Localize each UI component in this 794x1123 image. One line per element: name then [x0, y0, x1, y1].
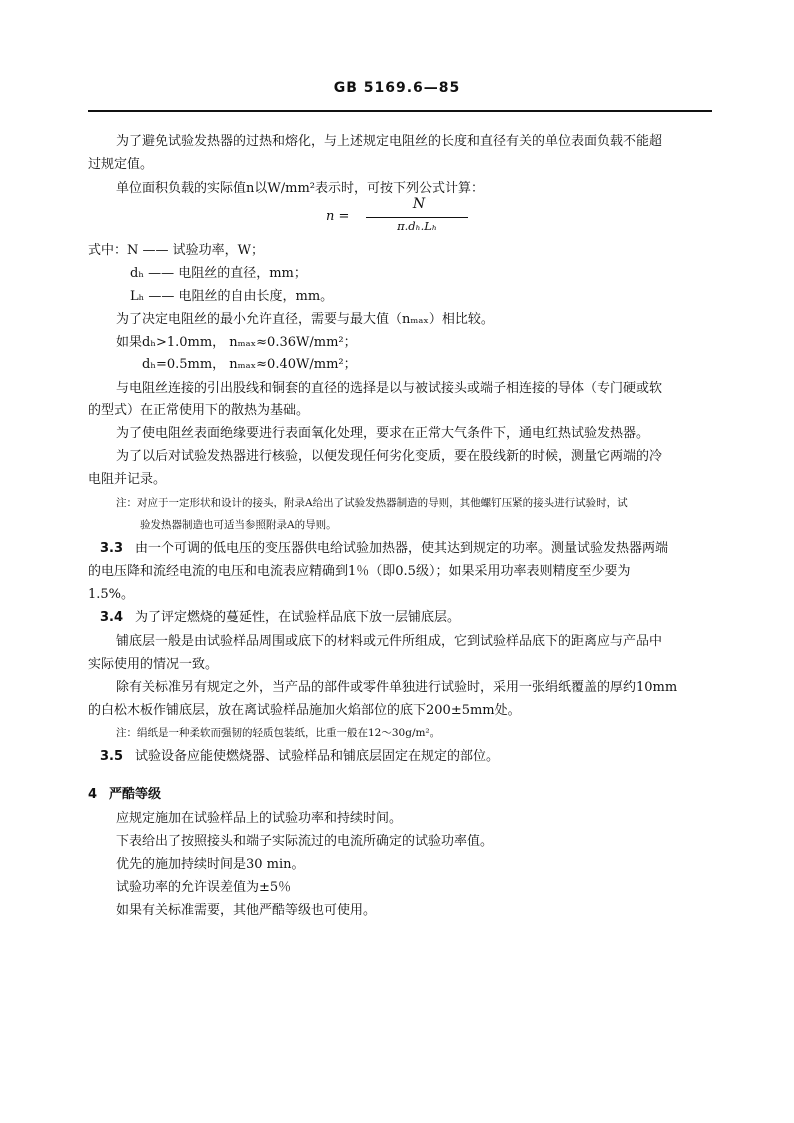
- section-number: 3.5: [100, 749, 124, 764]
- body-line: 如果dₕ>1.0mm， nₘₐₓ≈0.36W/mm²；: [116, 335, 357, 350]
- section-title: 严酷等级: [109, 787, 162, 802]
- body-text: 为了评定燃烧的蔓延性，在试验样品底下放一层铺底层。: [135, 610, 461, 625]
- body-line: 试验功率的允许误差值为±5％: [116, 880, 292, 895]
- clause-3-5: [100, 748, 499, 766]
- body-line: 单位面积负载的实际值n以W/mm²表示时，可按下列公式计算：: [116, 181, 484, 196]
- formula-denominator: π.dₕ.Lₕ: [397, 219, 437, 233]
- note-line: 注：绢纸是一种柔软而强韧的轻质包装纸，比重一般在12～30g/m²。: [116, 727, 441, 739]
- body-line: 下表给出了按照接头和端子实际流过的电流所确定的试验功率值。: [116, 834, 494, 849]
- body-line: 优先的施加持续时间是30 min。: [116, 857, 305, 872]
- note-line: 验发热器制造也可适当参照附录A的导则。: [140, 519, 337, 531]
- body-line: 电阻并记录。: [88, 472, 167, 487]
- body-text: 由一个可调的低电压的变压器供电给试验加热器，使其达到规定的功率。测量试验发热器两端: [135, 541, 669, 556]
- header-rule: [88, 110, 712, 112]
- body-line: 与电阻丝连接的引出股线和铜套的直径的选择是以与被试接头或端子相连接的导体（专门硬或软: [116, 381, 663, 396]
- standard-code-header: GB 5169.6—85: [333, 80, 461, 96]
- body-line: dₕ=0.5mm， nₘₐₓ≈0.40W/mm²；: [142, 357, 357, 372]
- body-line: 为了决定电阻丝的最小允许直径，需要与最大值（nₘₐₓ）相比较。: [116, 312, 494, 327]
- body-line: 应规定施加在试验样品上的试验功率和持续时间。: [116, 811, 403, 826]
- body-line: 为了以后对试验发热器进行核验，以便发现任何劣化变质，要在股线新的时候，测量它两端的冷: [116, 449, 663, 464]
- note-line: 注：对应于一定形状和设计的接头，附录A给出了试验发热器制造的导则，其他螺钉压紧的接头进行试验时，试: [116, 497, 628, 509]
- clause-3-3: [100, 540, 668, 558]
- section-number: 4: [88, 787, 98, 802]
- load-formula: [326, 196, 466, 238]
- body-line: 的白松木板作铺底层，放在离试验样品施加火焰部位的底下200±5mm处。: [88, 703, 521, 718]
- section-number: 3.3: [100, 541, 124, 556]
- body-line: 如果有关标准需要，其他严酷等级也可使用。: [116, 903, 377, 918]
- body-line: 过规定值。: [88, 157, 154, 172]
- body-line: 铺底层一般是由试验样品周围或底下的材料或元件所组成，它到试验样品底下的距离应与产品中: [116, 634, 663, 649]
- body-line: 为了使电阻丝表面绝缘要进行表面氧化处理，要求在正常大气条件下，通电红热试验发热器。: [116, 426, 650, 441]
- body-line: 的型式）在正常使用下的散热为基础。: [88, 403, 310, 418]
- symbol-definition: dₕ —— 电阻丝的直径，mm；: [130, 266, 307, 281]
- fraction-bar: [366, 217, 468, 218]
- symbol-definition: Lₕ —— 电阻丝的自由长度，mm。: [130, 289, 334, 304]
- formula-lhs: n =: [326, 209, 350, 224]
- body-line: 为了避免试验发热器的过热和熔化，与上述规定电阻丝的长度和直径有关的单位表面负载不能超: [116, 134, 663, 149]
- body-text: 试验设备应能使燃烧器、试验样品和铺底层固定在规定的部位。: [135, 749, 500, 764]
- body-line: 1.5%。: [88, 587, 135, 602]
- body-line: 的电压降和流经电流的电压和电流表应精确到1％（即0.5级）；如果采用功率表则精度至少要为: [88, 564, 631, 579]
- symbol-definition: 式中：N —— 试验功率，W；: [88, 243, 265, 258]
- body-line: 除有关标准另有规定之外，当产品的部件或零件单独进行试验时，采用一张绢纸覆盖的厚约10mm: [116, 680, 678, 695]
- formula-numerator: N: [412, 196, 426, 212]
- clause-3-4: [100, 609, 460, 627]
- body-line: 实际使用的情况一致。: [88, 657, 219, 672]
- section-number: 3.4: [100, 610, 124, 625]
- section-4-heading: [88, 786, 161, 804]
